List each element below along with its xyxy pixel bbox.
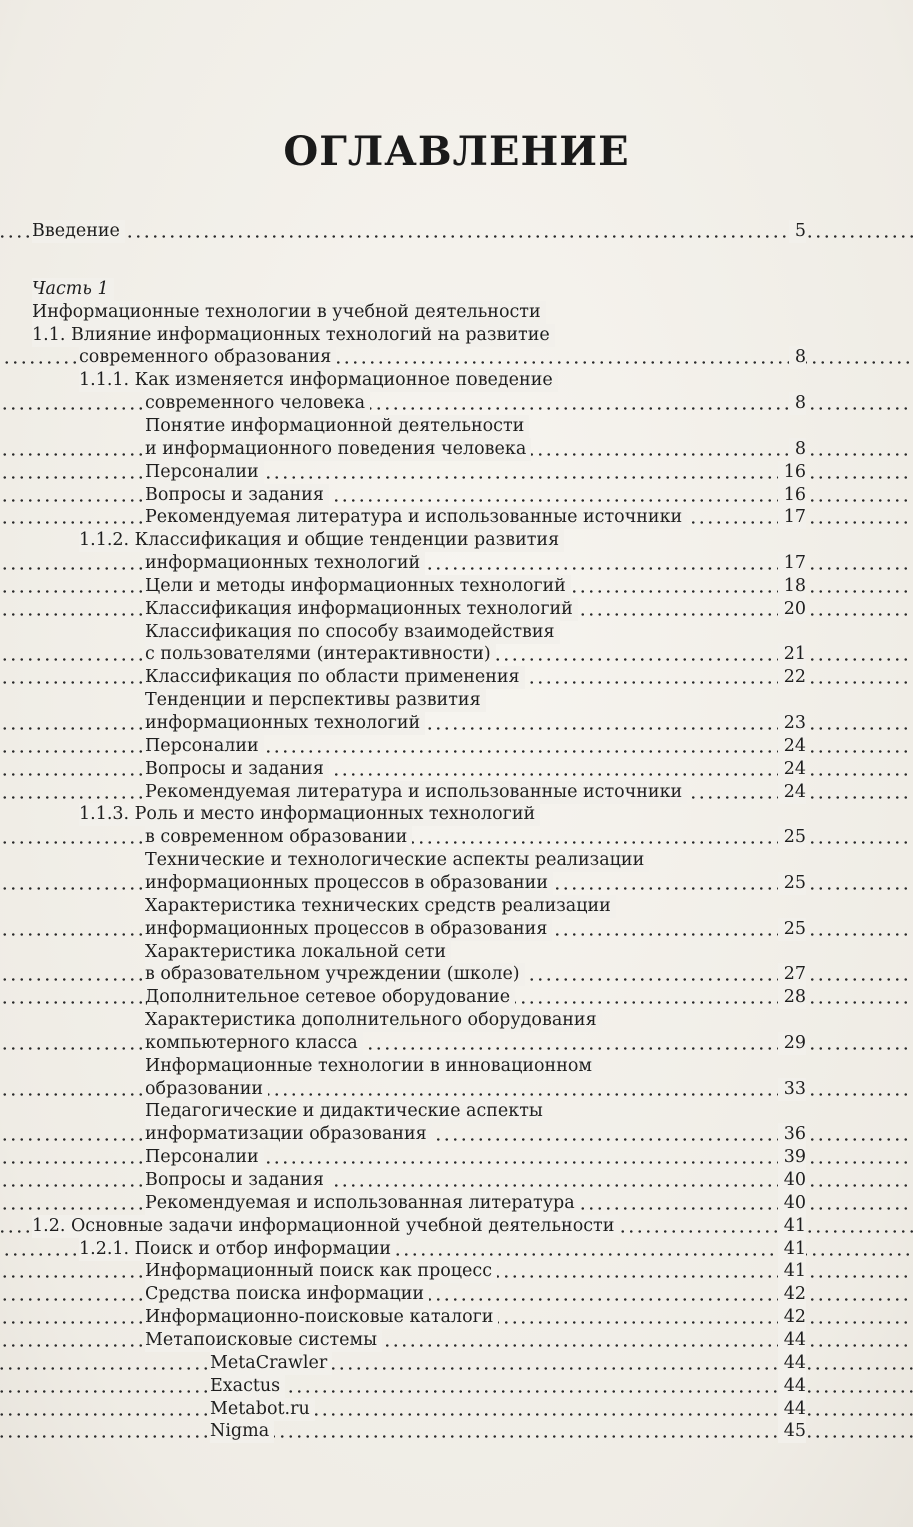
toc-entry <box>0 1100 913 1123</box>
toc-entry <box>0 895 913 918</box>
toc-entry <box>0 621 913 644</box>
toc-entry-page: 40 <box>778 1169 806 1192</box>
toc-entry-page: 40 <box>778 1192 806 1215</box>
toc-entry-title: Характеристика локальной сети <box>145 941 451 964</box>
toc-entry <box>0 1009 913 1032</box>
toc-entry-title: Персоналии <box>145 735 264 758</box>
toc-entry-title: Характеристика дополнительного оборудования <box>145 1009 602 1032</box>
toc-entry <box>0 552 913 575</box>
toc-entry-page: 18 <box>778 575 806 598</box>
toc-entry <box>0 1078 913 1101</box>
toc-entry <box>0 1169 913 1192</box>
toc-entry-page: 24 <box>778 735 806 758</box>
toc-entry-title: Тенденции и перспективы развития <box>145 689 486 712</box>
toc-entry <box>0 735 913 758</box>
toc-entry-page: 16 <box>778 461 806 484</box>
toc-entry-title: Классификация информационных технологий <box>145 598 578 621</box>
toc-entry <box>0 484 913 507</box>
toc-entry-page: 44 <box>778 1352 806 1375</box>
toc-entry-title: с пользователями (интерактивности) <box>145 643 496 666</box>
toc-entry <box>0 529 913 552</box>
toc-entry-title: современного человека <box>145 392 370 415</box>
toc-entry-page: 44 <box>778 1329 806 1352</box>
toc-entry-page: 41 <box>778 1215 806 1238</box>
toc-entry-page: 21 <box>778 643 806 666</box>
toc-entry-title: 1.1.2. Классификация и общие тенденции развития <box>79 529 564 552</box>
toc-entry <box>0 1215 913 1238</box>
toc-entry-page: 33 <box>778 1078 806 1101</box>
toc-entry-page: 8 <box>789 438 806 461</box>
toc-entry-title: Персоналии <box>145 461 264 484</box>
toc-entry-page: 41 <box>778 1260 806 1283</box>
toc-entry <box>0 1123 913 1146</box>
toc-entry <box>0 461 913 484</box>
toc-entry-title: в образовательном учреждении (школе) <box>145 963 525 986</box>
toc-entry <box>0 712 913 735</box>
toc-entry-title: Metabot.ru <box>210 1398 315 1421</box>
toc-entry <box>0 369 913 392</box>
toc-entry-title: образовании <box>145 1078 268 1101</box>
toc-entry-title: Часть 1 <box>32 278 114 301</box>
toc-entry-page: 24 <box>778 758 806 781</box>
toc-entry-page: 28 <box>778 986 806 1009</box>
toc-entry <box>0 689 913 712</box>
toc-entry <box>0 438 913 461</box>
toc-entry-title: 1.1. Влияние информационных технологий на развитие <box>32 324 555 347</box>
toc-entry <box>0 918 913 941</box>
toc-entry <box>0 1238 913 1261</box>
toc-entry <box>0 506 913 529</box>
toc-entry-title: информационных процессов в образования <box>145 918 552 941</box>
toc-entry-title: Введение <box>32 220 125 243</box>
toc-entry-title: 1.1.3. Роль и место информационных технологий <box>79 803 540 826</box>
toc-entry-title: информатизации образования <box>145 1123 432 1146</box>
toc-entry <box>0 781 913 804</box>
toc-entry-title: Понятие информационной деятельности <box>145 415 529 438</box>
toc-entry-title: Вопросы и задания <box>145 484 329 507</box>
toc-entry-page: 41 <box>778 1238 806 1261</box>
toc-entry-page: 25 <box>778 872 806 895</box>
toc-entry <box>0 575 913 598</box>
toc-entry-title: компьютерного класса <box>145 1032 363 1055</box>
toc-entry-title: Характеристика технических средств реализации <box>145 895 616 918</box>
toc-entry <box>0 826 913 849</box>
toc-entry-page: 23 <box>778 712 806 735</box>
toc-entry-title: Информационно-поисковые каталоги <box>145 1306 498 1329</box>
toc-entry-page: 20 <box>778 598 806 621</box>
toc-entry-title: Классификация по области применения <box>145 666 525 689</box>
toc-entry-page: 44 <box>778 1375 806 1398</box>
toc-entry-title: Технические и технологические аспекты реализации <box>145 849 649 872</box>
toc-entry <box>0 415 913 438</box>
toc-entry-page: 25 <box>778 826 806 849</box>
toc-entry-title: Информационные технологии в инновационном <box>145 1055 597 1078</box>
toc-entry-page: 29 <box>778 1032 806 1055</box>
toc-entry-title: информационных технологий <box>145 712 425 735</box>
toc-entry-page: 17 <box>778 552 806 575</box>
toc-entry <box>0 941 913 964</box>
toc-entry <box>0 1398 913 1421</box>
toc-entry <box>0 1420 913 1443</box>
toc-entry <box>0 758 913 781</box>
toc-entry-title: Дополнительное сетевое оборудование <box>145 986 515 1009</box>
toc-entry-title: современного образования <box>79 346 336 369</box>
toc-entry-page: 39 <box>778 1146 806 1169</box>
toc-entry <box>0 301 913 324</box>
toc-entry <box>0 872 913 895</box>
toc-entry <box>0 346 913 369</box>
toc-entry <box>0 1055 913 1078</box>
toc-entry <box>0 1192 913 1215</box>
toc-entry-title: Рекомендуемая и использованная литература <box>145 1192 580 1215</box>
toc-entry-title: в современном образовании <box>145 826 412 849</box>
toc-entry-title: Информационные технологии в учебной деятельности <box>32 301 546 324</box>
toc-entry-page: 16 <box>778 484 806 507</box>
toc-entry-title: Рекомендуемая литература и использованные источники <box>145 506 687 529</box>
toc-entry-title: Средства поиска информации <box>145 1283 429 1306</box>
toc-entry <box>0 1260 913 1283</box>
toc-entry <box>0 598 913 621</box>
page-title: ОГЛАВЛЕНИЕ <box>283 128 630 175</box>
toc-entry-title: Вопросы и задания <box>145 758 329 781</box>
toc-entry-page: 17 <box>778 506 806 529</box>
toc-entry-title: 1.2.1. Поиск и отбор информации <box>79 1238 396 1261</box>
toc-entry-title: MetaCrawler <box>210 1352 332 1375</box>
toc-entry-title: 1.2. Основные задачи информационной учебной деятельности <box>32 1215 619 1238</box>
toc-entry-title: Педагогические и дидактические аспекты <box>145 1100 548 1123</box>
toc-entry-title: Метапоисковые системы <box>145 1329 382 1352</box>
toc-entry-page: 8 <box>789 392 806 415</box>
toc-entry <box>0 1283 913 1306</box>
toc-entry-page: 22 <box>778 666 806 689</box>
toc-entry-title: Информационный поиск как процесс <box>145 1260 497 1283</box>
toc-entry <box>0 1375 913 1398</box>
toc-entry-page: 42 <box>778 1306 806 1329</box>
toc-entry <box>0 1032 913 1055</box>
toc-entry-title: информационных технологий <box>145 552 425 575</box>
toc-entry <box>0 963 913 986</box>
toc-entry-title: Цели и методы информационных технологий <box>145 575 571 598</box>
toc-entry-page: 8 <box>789 346 806 369</box>
toc-entry <box>0 643 913 666</box>
toc-entry-title: Персоналии <box>145 1146 264 1169</box>
toc-entry <box>0 220 913 243</box>
toc-entry <box>0 278 913 301</box>
toc-entry-title: и информационного поведения человека <box>145 438 531 461</box>
toc-entry <box>0 1329 913 1352</box>
toc-entry-page: 27 <box>778 963 806 986</box>
toc-entry <box>0 324 913 347</box>
toc-entry-title: 1.1.1. Как изменяется информационное поведение <box>79 369 558 392</box>
toc-entry <box>0 666 913 689</box>
toc-entry-title: Классификация по способу взаимодействия <box>145 621 560 644</box>
toc-entry-title: Exactus <box>210 1375 285 1398</box>
toc-entry-page: 44 <box>778 1398 806 1421</box>
toc-entry-page: 25 <box>778 918 806 941</box>
toc-entry <box>0 986 913 1009</box>
toc-entry-page: 45 <box>778 1420 806 1443</box>
toc-entry <box>0 1352 913 1375</box>
toc-entry-title: информационных процессов в образовании <box>145 872 553 895</box>
toc-entry <box>0 1146 913 1169</box>
toc-entry-title: Рекомендуемая литература и использованные источники <box>145 781 687 804</box>
toc-entry-page: 24 <box>778 781 806 804</box>
toc-entry <box>0 392 913 415</box>
toc-entry-title: Вопросы и задания <box>145 1169 329 1192</box>
toc-entry-page: 42 <box>778 1283 806 1306</box>
toc-entry <box>0 1306 913 1329</box>
toc-entry-page: 36 <box>778 1123 806 1146</box>
toc-entry <box>0 849 913 872</box>
toc-entry-title: Nigma <box>210 1420 274 1443</box>
toc-entry-page: 5 <box>789 220 806 243</box>
toc-entry <box>0 803 913 826</box>
